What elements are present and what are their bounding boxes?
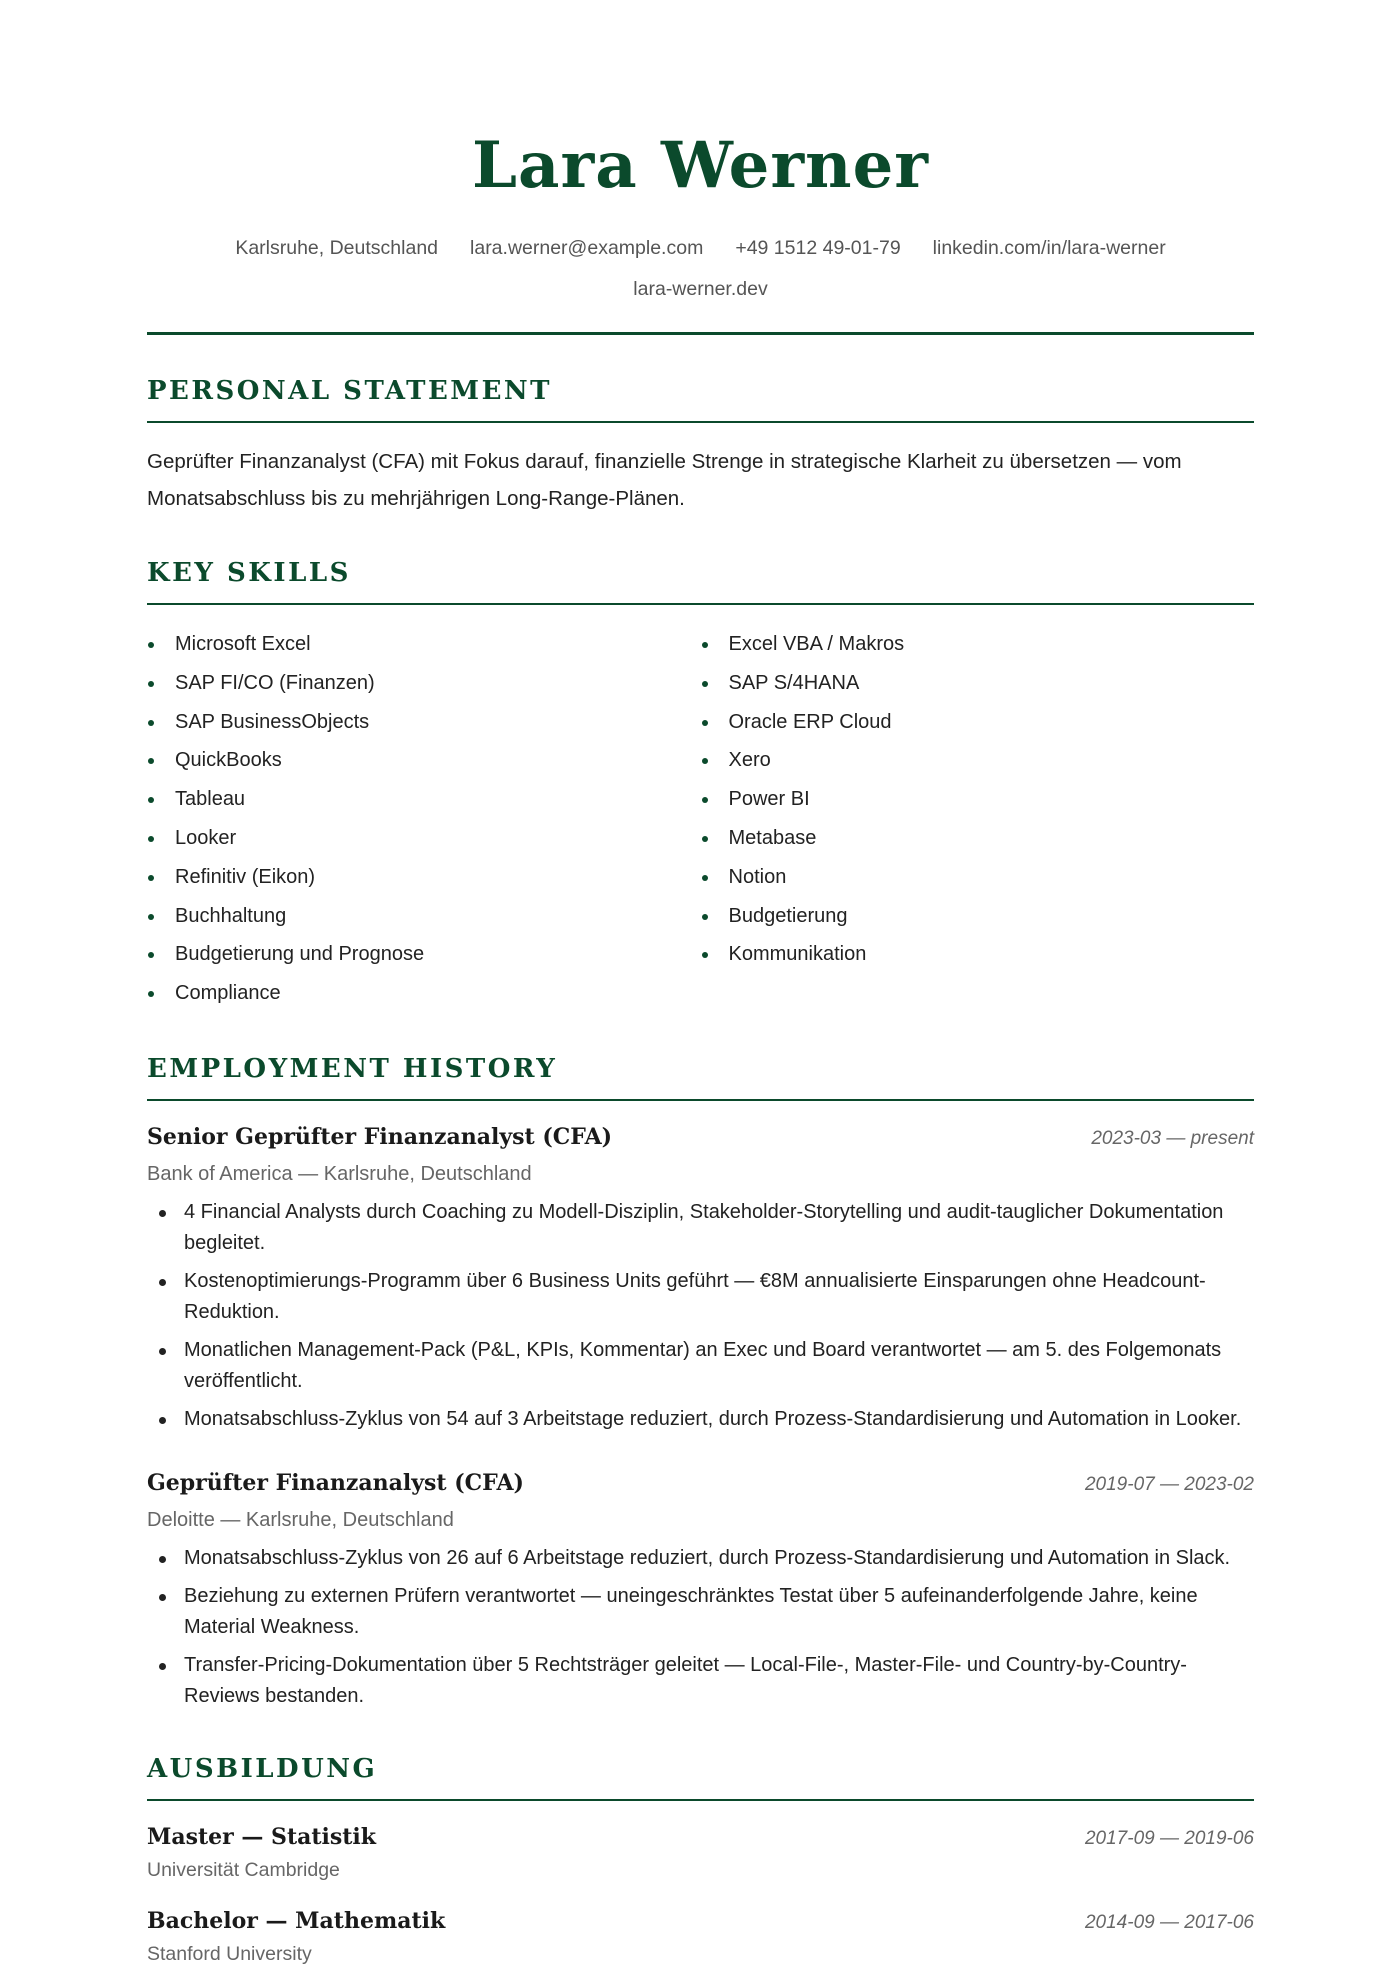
resume-header [147,0,1254,335]
contact-location: Karlsruhe, Deutschland [235,237,439,259]
job-entry [147,1119,1254,1436]
skill-item: Budgetierung [701,897,1255,936]
key-skills-section [147,557,1254,1013]
skill-item: Metabase [701,819,1255,858]
section-divider [147,421,1254,423]
contact-row-2 [147,269,1254,310]
section-divider [147,1799,1254,1801]
skills-list [147,625,1254,1013]
contact-linkedin[interactable]: linkedin.com/in/lara-werner [932,237,1166,259]
skill-item: SAP FI/CO (Finanzen) [147,664,701,703]
job-bullet: Monatsabschluss-Zyklus von 54 auf 3 Arbeitstage reduziert, durch Prozess-Standardisierung und Automation in Looker. [184,1404,1254,1436]
job-title: Senior Geprüfter Finanzanalyst (CFA) [147,1123,613,1150]
section-title-key-skills: KEY SKILLS [147,558,351,588]
job-bullet: Transfer-Pricing-Dokumentation über 5 Rechtsträger geleitet — Local-File-, Master-File- und Country-by-Country-Reviews bestanden. [184,1650,1254,1713]
skill-item: QuickBooks [147,741,701,780]
section-title-education: AUSBILDUNG [147,1753,378,1784]
job-company: Bank of America — Karlsruhe, Deutschland [147,1162,532,1185]
skill-item: Xero [701,741,1255,780]
education-header [147,1819,1254,1855]
skill-item: Microsoft Excel [147,625,701,664]
skill-item: Compliance [147,974,701,1013]
job-bullet: Beziehung zu externen Prüfern verantwortet — uneingeschränktes Testat über 5 aufeinanderfolgende Jahre, keine Material Weakness. [184,1581,1254,1644]
contact-info [147,228,1254,310]
job-title: Geprüfter Finanzanalyst (CFA) [147,1470,524,1497]
job-header [147,1465,1254,1501]
job-bullet: Monatlichen Management-Pack (P&L, KPIs, Kommentar) an Exec und Board verantwortet — am 5. des Folgemonats veröffentlicht. [184,1335,1254,1398]
skill-item: SAP S/4HANA [701,664,1255,703]
education-school: Stanford University [147,1942,312,1965]
job-bullet: Kostenoptimierungs-Programm über 6 Business Units geführt — €8M annualisierte Einsparungen ohne Headcount-Reduktion. [184,1266,1254,1329]
job-bullets [147,1197,1254,1436]
education-degree: Bachelor — Mathematik [147,1907,446,1934]
skill-item: Notion [701,858,1255,897]
skill-item: Tableau [147,780,701,819]
job-company: Deloitte — Karlsruhe, Deutschland [147,1509,454,1532]
education-dates: 2014-09 — 2017-06 [1084,1911,1254,1933]
skill-item: Looker [147,819,701,858]
candidate-name: Lara Werner [472,128,929,203]
job-entry [147,1465,1254,1713]
contact-website[interactable]: lara-werner.dev [633,278,768,300]
skill-item: SAP BusinessObjects [147,703,701,742]
resume-page [147,0,1254,1969]
education-entry [147,1819,1254,1885]
section-title-employment-history: EMPLOYMENT HISTORY [147,1053,558,1084]
job-bullet: Monatsabschluss-Zyklus von 26 auf 6 Arbeitstage reduziert, durch Prozess-Standardisierung und Automation in Slack. [184,1543,1254,1575]
employment-history-section [147,1053,1254,1713]
section-divider [147,603,1254,605]
skill-item: Budgetierung und Prognose [147,935,701,974]
education-section [147,1753,1254,1969]
skill-item: Buchhaltung [147,897,701,936]
education-header [147,1903,1254,1939]
job-dates: 2023-03 — present [1091,1127,1254,1149]
section-divider [147,1099,1254,1101]
personal-statement-section [147,375,1254,517]
job-bullets [147,1543,1254,1713]
education-entry [147,1903,1254,1969]
skill-item: Refinitiv (Eikon) [147,858,701,897]
skill-item: Power BI [701,780,1255,819]
header-divider [147,332,1254,335]
personal-statement-text: Geprüfter Finanzanalyst (CFA) mit Fokus darauf, finanzielle Strenge in strategische Klarheit zu übersetzen — vom Monatsabschluss bis zu mehrjährigen Long-Range-Plänen. [147,450,1182,510]
skill-item: Excel VBA / Makros [701,625,1255,664]
job-header [147,1119,1254,1155]
contact-email[interactable]: lara.werner@example.com [470,237,704,259]
job-dates: 2019-07 — 2023-02 [1084,1474,1254,1496]
contact-row [147,228,1254,269]
education-school: Universität Cambridge [147,1858,340,1881]
section-title-personal-statement: PERSONAL STATEMENT [147,376,553,406]
job-bullet: 4 Financial Analysts durch Coaching zu Modell-Disziplin, Stakeholder-Storytelling und audit-tauglicher Dokumentation begleitet. [184,1197,1254,1260]
contact-phone[interactable]: +49 1512 49-01-79 [735,237,901,259]
education-dates: 2017-09 — 2019-06 [1084,1827,1254,1849]
education-degree: Master — Statistik [147,1823,377,1850]
skill-item: Kommunikation [701,935,1255,974]
skill-item: Oracle ERP Cloud [701,703,1255,742]
